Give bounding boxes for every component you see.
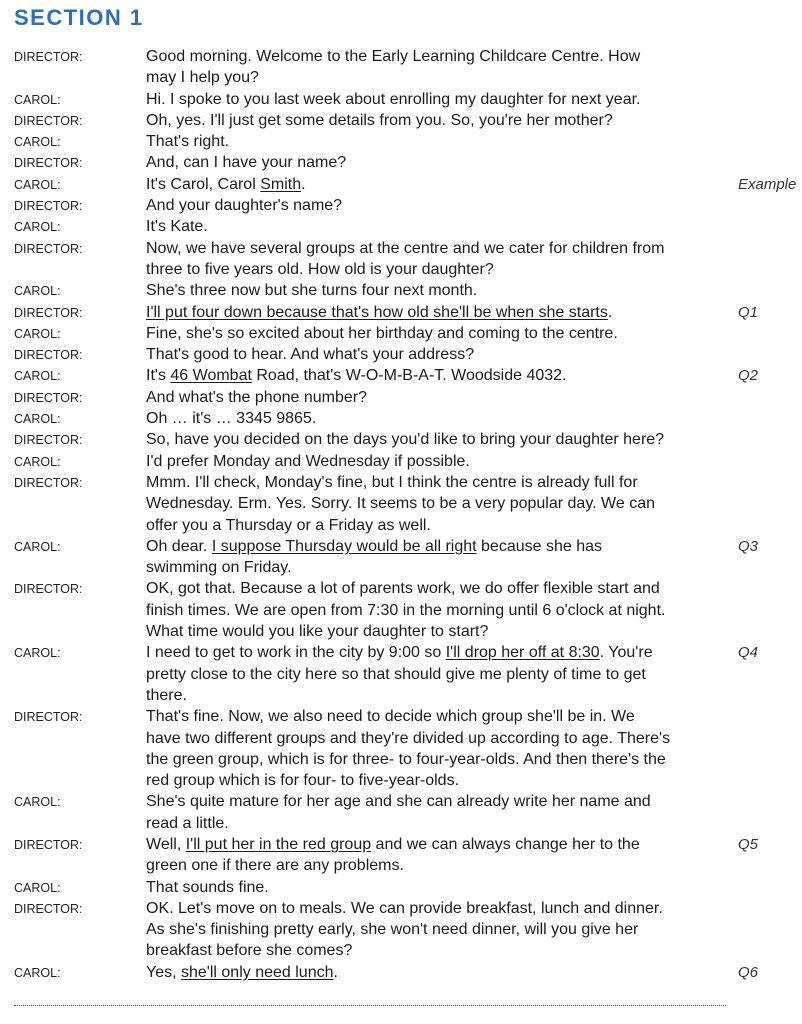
transcript-line [0,749,802,770]
dialogue-text [146,621,488,642]
speaker-label: CAROL: [14,880,61,895]
underlined-answer: I'll drop her off at 8:30 [445,644,600,662]
underlined-answer: I'll put her in the red group [185,835,372,853]
dialogue-text [146,600,665,621]
dialogue-text [146,515,431,536]
text-segment: It's [146,367,171,385]
text-segment: . [301,175,306,193]
underlined-answer: 46 Wombat [170,367,252,385]
text-segment: That's right. [146,133,230,151]
text-segment: I'd prefer Monday and Wednesday if possible. [146,452,470,470]
transcript-line [0,280,802,301]
transcript-line [0,429,802,450]
transcript-line [0,855,802,876]
dialogue-text [146,578,660,599]
text-segment: . You're [599,644,653,662]
text-segment: And what's the phone number? [146,388,367,406]
underlined-answer: I'll put four down because that's how old she'll be when she starts [146,303,608,321]
speaker-label: CAROL: [14,539,61,554]
dialogue-text [146,67,259,88]
speaker-label: CAROL: [14,646,61,661]
text-segment: green one if there are any problems. [146,857,404,875]
dialogue-text [146,46,640,67]
text-segment: red group which is for four- to five-year-olds. [146,772,460,790]
transcript-line [0,344,802,365]
transcript-line [0,131,802,152]
text-segment: Now, we have several groups at the centre and we cater for children from [146,239,665,257]
dialogue-text [146,664,646,685]
speaker-label: CAROL: [14,795,61,810]
transcript-line [0,216,802,237]
speaker-label: CAROL: [14,220,61,235]
text-segment: read a little. [146,814,229,832]
text-segment: What time would you like your daughter to start? [146,623,489,641]
text-segment: OK, got that. Because a lot of parents work, we do offer flexible start and [146,580,660,598]
transcript-line [0,600,802,621]
question-marker: Q6 [738,963,759,981]
text-segment: breakfast before she comes? [146,942,353,960]
transcript-line [0,557,802,578]
underlined-answer: she'll only need lunch [181,963,334,981]
dialogue-text [146,940,352,961]
transcript-line [0,940,802,961]
transcript-line [0,46,802,67]
dialogue-text [146,344,474,365]
text-segment: pretty close to the city here so that should give me plenty of time to get [146,665,646,683]
text-segment: That's good to hear. And what's your address? [146,346,475,364]
text-segment: And, can I have your name? [146,154,347,172]
dialogue-text [146,365,567,386]
text-segment: Oh, yes. I'll just get some details from you. So, you're her mother? [146,111,613,129]
dialogue-text [146,408,316,429]
text-segment: Hi. I spoke to you last week about enrolling my daughter for next year. [146,90,641,108]
dialogue-text [146,642,653,663]
transcript-line [0,877,802,898]
transcript-line [0,834,802,855]
dialogue-text [146,216,208,237]
text-segment: swimming on Friday. [146,559,292,577]
dialogue-text [146,813,229,834]
dialogue-text [146,259,494,280]
speaker-label: DIRECTOR: [14,710,83,725]
dialogue-text [146,536,602,557]
text-segment: and we can always change her to the [371,835,640,853]
speaker-label: CAROL: [14,454,61,469]
speaker-label: DIRECTOR: [14,113,83,128]
section-divider [14,1005,726,1006]
transcript-line [0,962,802,983]
transcript-line [0,302,802,323]
speaker-label: DIRECTOR: [14,901,83,916]
dialogue-text [146,472,638,493]
question-marker: Q1 [738,303,759,321]
text-segment: It's Kate. [146,218,208,236]
dialogue-text [146,302,612,323]
dialogue-text [146,728,670,749]
transcript-line [0,770,802,791]
text-segment: Road, that's W-O-M-B-A-T. Woodside 4032. [251,367,567,385]
dialogue-text [146,557,292,578]
transcript-line [0,536,802,557]
text-segment: OK. Let's move on to meals. We can provide breakfast, lunch and dinner. [146,899,663,917]
text-segment: Wednesday. Erm. Yes. Sorry. It seems to be a very popular day. We can [146,495,655,513]
dialogue-text [146,898,663,919]
dialogue-text [146,238,664,259]
text-segment: So, have you decided on the days you'd like to bring your daughter here? [146,431,665,449]
speaker-label: DIRECTOR: [14,433,83,448]
transcript-line [0,898,802,919]
text-segment: there. [146,686,187,704]
transcript-line [0,451,802,472]
text-segment: . [607,303,613,321]
transcript-line [0,578,802,599]
transcript-line [0,621,802,642]
text-segment: Mmm. I'll check, Monday's fine, but I think the centre is already full for [146,473,638,491]
dialogue-text [146,493,655,514]
underlined-answer: Smith [260,175,302,193]
dialogue-text [146,387,367,408]
text-segment: Good morning. Welcome to the Early Learning Childcare Centre. How [146,48,641,65]
text-segment: She's three now but she turns four next month. [146,282,478,300]
dialogue-text [146,834,640,855]
text-segment: finish times. We are open from 7:30 in the morning until 6 o'clock at night. [146,601,666,619]
question-marker: Q5 [738,835,759,853]
dialogue-text [146,429,664,450]
transcript-line [0,238,802,259]
transcript-line [0,387,802,408]
speaker-label: DIRECTOR: [14,582,83,597]
dialogue-text [146,770,459,791]
text-segment: I need to get to work in the city by 9:00 so [146,644,446,662]
speaker-label: DIRECTOR: [14,390,83,405]
speaker-label: CAROL: [14,284,61,299]
dialogue-text [146,110,613,131]
transcript-line [0,791,802,812]
text-segment: As she's finishing pretty early, she won't need dinner, will you give her [146,921,639,939]
transcript-line [0,813,802,834]
transcript-line [0,664,802,685]
dialogue-text [146,152,346,173]
transcript-line [0,408,802,429]
speaker-label: DIRECTOR: [14,305,83,320]
transcript-line [0,259,802,280]
transcript-line [0,472,802,493]
transcript-line [0,323,802,344]
dialogue-text [146,919,638,940]
question-marker: Q2 [738,367,759,385]
text-segment: Oh … it's … 3345 9865. [146,410,317,428]
speaker-label: CAROL: [14,177,61,192]
dialogue-text [146,195,342,216]
question-marker: Example [738,175,797,193]
speaker-label: DIRECTOR: [14,50,83,64]
text-segment: the green group, which is for three- to four-year-olds. And then there's the [146,750,666,768]
transcript-line [0,110,802,131]
text-segment: That sounds fine. [146,878,269,896]
text-segment: Fine, she's so excited about her birthday and coming to the centre. [146,324,618,342]
dialogue-text [146,791,651,812]
dialogue-text [146,89,641,110]
text-segment: Yes, [146,963,181,981]
transcript-line [0,728,802,749]
text-segment: It's Carol, Carol [146,175,261,193]
speaker-label: DIRECTOR: [14,156,83,171]
dialogue-text [146,685,187,706]
transcript-line [0,685,802,706]
transcript-line [0,195,802,216]
dialogue-text [146,962,338,983]
text-segment: And your daughter's name? [146,197,343,215]
dialogue-text [146,280,477,301]
speaker-label: DIRECTOR: [14,348,83,363]
transcript-line [0,515,802,536]
speaker-label: CAROL: [14,92,61,107]
speaker-label: CAROL: [14,326,61,341]
dialogue-text [146,131,229,152]
transcript-line [0,174,802,195]
underlined-answer: I suppose Thursday would be all right [211,537,477,555]
speaker-label: DIRECTOR: [14,475,83,490]
dialogue-text [146,451,470,472]
transcript-line [0,152,802,173]
text-segment: may I help you? [146,69,259,87]
dialogue-text [146,323,618,344]
transcript [0,46,802,983]
dialogue-text [146,855,404,876]
speaker-label: CAROL: [14,135,61,150]
speaker-label: DIRECTOR: [14,241,83,256]
text-segment: offer you a Thursday or a Friday as well. [146,516,431,534]
question-marker: Q3 [738,537,759,555]
transcript-line [0,706,802,727]
text-segment: because she has [476,537,602,555]
speaker-label: CAROL: [14,369,61,384]
transcript-line [0,642,802,663]
text-segment: Well, [146,835,186,853]
speaker-label: DIRECTOR: [14,837,83,852]
dialogue-text [146,174,306,195]
transcript-line [0,919,802,940]
text-segment: She's quite mature for her age and she can already write her name and [146,793,651,811]
text-segment: three to five years old. How old is your daughter? [146,260,494,278]
transcript-line [0,67,802,88]
text-segment: have two different groups and they're divided up according to age. There's [146,729,671,747]
dialogue-text [146,877,269,898]
speaker-label: CAROL: [14,965,61,980]
transcript-line [0,493,802,514]
question-marker: Q4 [738,644,759,662]
section-title: SECTION 1 [14,5,144,30]
speaker-label: DIRECTOR: [14,199,83,214]
text-segment: That's fine. Now, we also need to decide which group she'll be in. We [146,708,635,726]
dialogue-text [146,749,666,770]
dialogue-text [146,706,635,727]
transcript-line [0,89,802,110]
text-segment: . [333,963,338,981]
text-segment: Oh dear. [146,537,212,555]
speaker-label: CAROL: [14,412,61,427]
transcript-line [0,365,802,386]
